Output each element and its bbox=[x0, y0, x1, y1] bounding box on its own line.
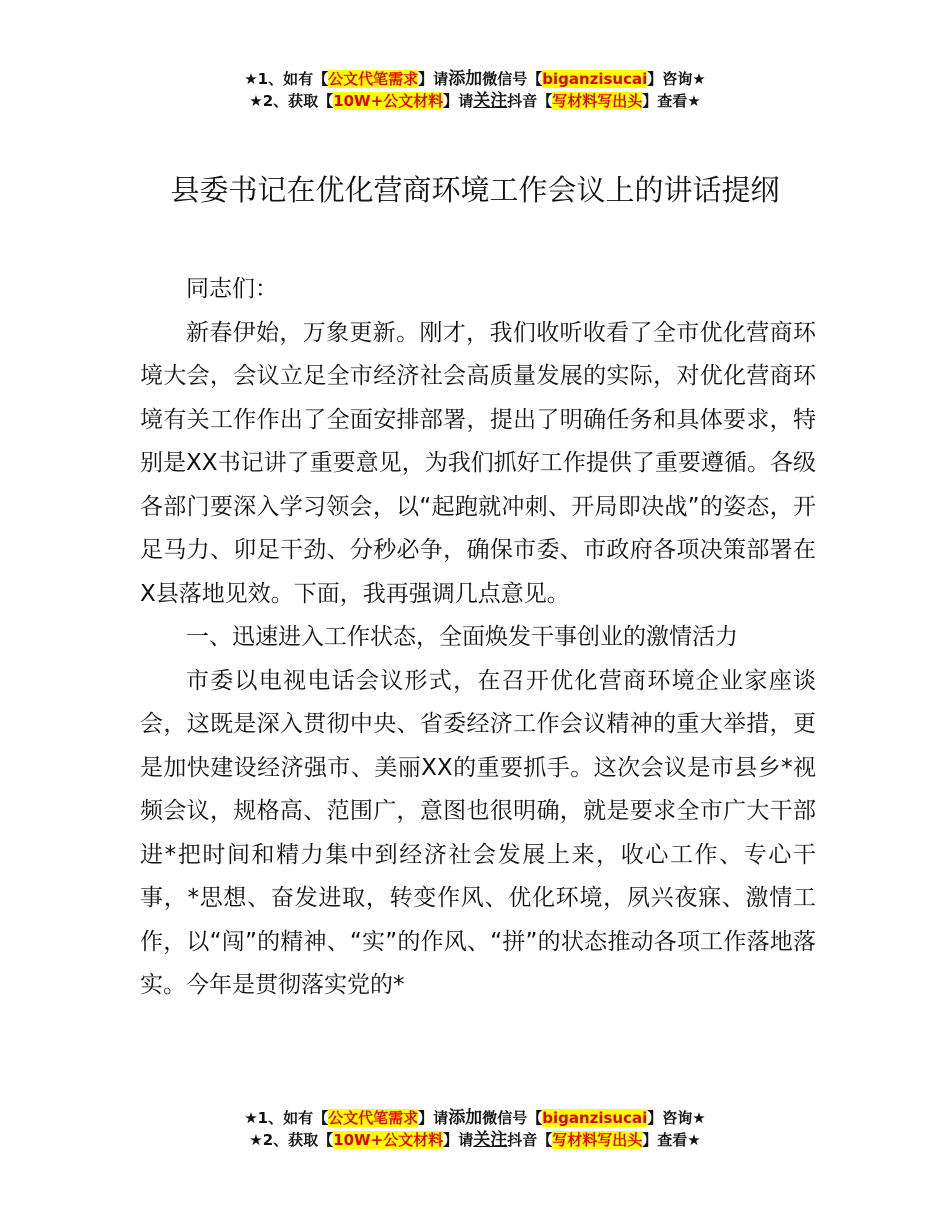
ad-text: 请 bbox=[458, 1131, 474, 1149]
ad-text: 抖音 bbox=[507, 92, 538, 110]
ad-text: 请 bbox=[433, 70, 449, 88]
ad-highlight-douyin-account: 写材料写出头 bbox=[552, 92, 643, 110]
salutation: 同志们： bbox=[186, 276, 278, 302]
ad-bracket: 【 bbox=[318, 92, 334, 110]
ad-highlight-ghostwriting: 公文代笔需求 bbox=[328, 1109, 419, 1127]
ad-text: ★1、如有 bbox=[244, 70, 314, 88]
ad-bracket: 】 bbox=[647, 1109, 663, 1127]
document-body bbox=[140, 268, 816, 1008]
ad-text: 微信号 bbox=[482, 1109, 528, 1127]
ad-bracket: 【 bbox=[527, 70, 543, 88]
ad-text: 咨询★ bbox=[662, 1109, 706, 1127]
ad-bracket: 】 bbox=[418, 70, 434, 88]
ad-line-2 bbox=[0, 90, 950, 112]
body-paragraph: 市委以电视电话会议形式，在召开优化营商环境企业家座谈会，这既是深入贯彻中央、省委经济工作会议精神的重大举措，更是加快建设经济强市、美丽XX的重要抓手。这次会议是市县乡*视频会议，规格高、范围广，意图也很明确，就是要求全市广大干部进*把时间和精力集中到经济社会发展上来，收心工作、专心干事，*思想、奋发进取，转变作风、优化环境，夙兴夜寐、激情工作，以“闯”的精神、“实”的作风、“拼”的状态推动各项工作落地落实。今年是贯彻落实党的* bbox=[140, 667, 816, 998]
ad-text: ★1、如有 bbox=[244, 1109, 314, 1127]
ad-highlight-ghostwriting: 公文代笔需求 bbox=[328, 70, 419, 88]
ad-line-1 bbox=[0, 1107, 950, 1129]
ad-text: ★2、获取 bbox=[249, 1131, 319, 1149]
ad-text-emphasis: 关注 bbox=[473, 91, 508, 111]
ad-text-emphasis: 添加 bbox=[448, 69, 483, 89]
ad-banner-top bbox=[0, 68, 950, 112]
ad-text: 微信号 bbox=[482, 70, 528, 88]
ad-bracket: 】 bbox=[443, 1131, 459, 1149]
ad-line-2 bbox=[0, 1129, 950, 1151]
ad-highlight-wechat-id: biganzisucai bbox=[542, 70, 648, 88]
ad-text: 请 bbox=[458, 92, 474, 110]
ad-bracket: 【 bbox=[313, 1109, 329, 1127]
ad-highlight-materials: 10W+公文材料 bbox=[333, 92, 444, 110]
ad-bracket: 】 bbox=[642, 92, 658, 110]
ad-bracket: 】 bbox=[443, 92, 459, 110]
section-heading: 一、迅速进入工作状态，全面焕发干事创业的激情活力 bbox=[186, 624, 738, 650]
ad-bracket: 【 bbox=[537, 92, 553, 110]
ad-highlight-wechat-id: biganzisucai bbox=[542, 1109, 648, 1127]
ad-text-emphasis: 关注 bbox=[473, 1130, 508, 1150]
ad-bracket: 】 bbox=[418, 1109, 434, 1127]
ad-highlight-materials: 10W+公文材料 bbox=[333, 1131, 444, 1149]
ad-line-1 bbox=[0, 68, 950, 90]
ad-text-emphasis: 添加 bbox=[448, 1108, 483, 1128]
ad-text: 查看★ bbox=[657, 1131, 701, 1149]
ad-bracket: 】 bbox=[642, 1131, 658, 1149]
body-paragraph: 新春伊始，万象更新。刚才，我们收听收看了全市优化营商环境大会，会议立足全市经济社会高质量发展的实际，对优化营商环境有关工作作出了全面安排部署，提出了明确任务和具体要求，特别是XX书记讲了重要意见，为我们抓好工作提供了重要遵循。各级各部门要深入学习领会，以“起跑就冲刺、开局即决战”的姿态，开足马力、卯足干劲、分秒必争，确保市委、市政府各项决策部署在X县落地见效。下面，我再强调几点意见。 bbox=[140, 319, 816, 607]
ad-text: 咨询★ bbox=[662, 70, 706, 88]
ad-text: ★2、获取 bbox=[249, 92, 319, 110]
ad-banner-bottom bbox=[0, 1107, 950, 1151]
ad-bracket: 【 bbox=[537, 1131, 553, 1149]
ad-text: 抖音 bbox=[507, 1131, 538, 1149]
ad-bracket: 【 bbox=[527, 1109, 543, 1127]
ad-text: 查看★ bbox=[657, 92, 701, 110]
ad-text: 请 bbox=[433, 1109, 449, 1127]
ad-bracket: 【 bbox=[313, 70, 329, 88]
document-title: 县委书记在优化营商环境工作会议上的讲话提纲 bbox=[170, 173, 780, 207]
ad-bracket: 】 bbox=[647, 70, 663, 88]
ad-highlight-douyin-account: 写材料写出头 bbox=[552, 1131, 643, 1149]
ad-bracket: 【 bbox=[318, 1131, 334, 1149]
